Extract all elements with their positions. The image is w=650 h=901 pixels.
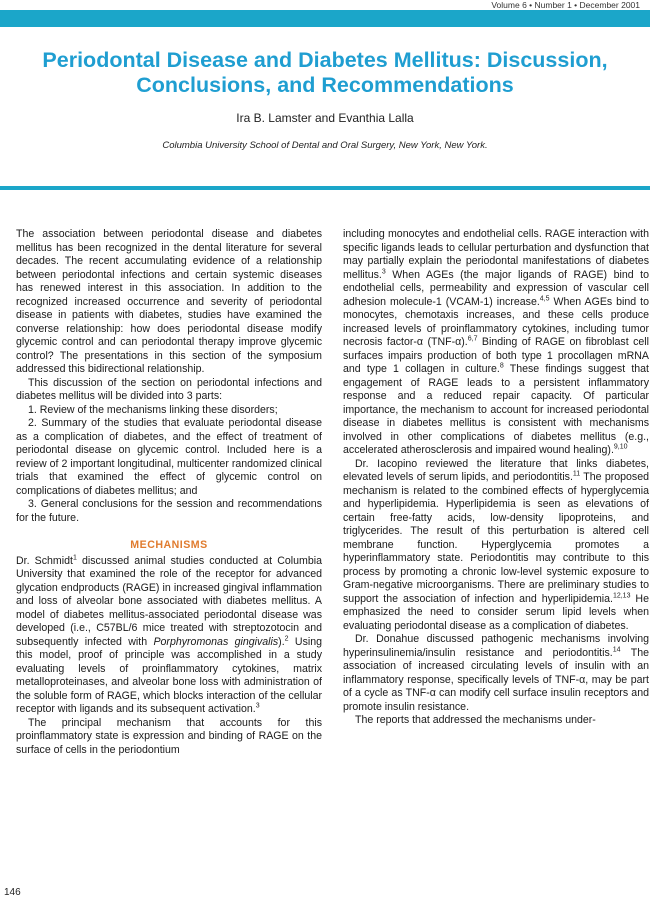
citation: 8 bbox=[499, 362, 504, 370]
text-run: including monocytes and endothelial cells. RAGE interaction with specific ligands leads to cellular perturbation and dysfunction that may partially explain the periodontal manifestations of diabetes mellitus. bbox=[343, 228, 649, 281]
article-title bbox=[0, 48, 650, 98]
issue-info: Volume 6 • Number 1 • December 2001 bbox=[491, 0, 640, 10]
donahue-paragraph bbox=[343, 633, 649, 714]
text-run: When AGEs (the major ligands of RAGE) bind to endothelial cells, permeability and expression of vascular cell adhesion molecule-1 (VCAM-1) increase. bbox=[343, 268, 649, 308]
outline-item-1: 1. Review of the mechanisms linking these disorders; bbox=[28, 403, 278, 416]
citation: 3 bbox=[255, 702, 260, 710]
article-title-line-1: Periodontal Disease and Diabetes Mellitus: Discussion, bbox=[42, 48, 608, 72]
mechanism-paragraph: The principal mechanism that accounts for this proinflammatory state is expression and binding of RAGE on the surface of cells in the periodontium bbox=[16, 716, 322, 756]
outline-item-3: 3. General conclusions for the session and recommendations for the future. bbox=[16, 498, 322, 524]
left-column bbox=[16, 228, 322, 757]
outline-item-2: 2. Summary of the studies that evaluate periodontal disease as a complication of diabetes, and the effect of treatment of periodontal disease on glycemic control. Included here is a review of 2 important longitudinal, multicenter randomized clinical trials that examined the effect of glycemic control on complications of diabetes mellitus; and bbox=[16, 417, 322, 497]
species-name: Porphyromonas gingivalis bbox=[153, 635, 279, 648]
section-heading-mechanisms: MECHANISMS bbox=[130, 539, 208, 551]
header-divider bbox=[0, 186, 650, 190]
text-run: Using this model, proof of principle was accomplished in a study evaluating levels of proinflammatory cytokines, matrix metalloproteinases, and alveolar bone loss with administration of the soluble form of RAGE, which blocks interaction of the cellular receptor with ligands and its subsequent activation. bbox=[16, 635, 323, 715]
affiliation: Columbia University School of Dental and Oral Surgery, New York, New York. bbox=[162, 140, 488, 151]
schmidt-paragraph bbox=[16, 555, 322, 717]
citation: 11 bbox=[572, 470, 581, 478]
page-number: 146 bbox=[4, 887, 21, 898]
citation: 6,7 bbox=[467, 335, 478, 343]
citation: 2 bbox=[284, 634, 289, 642]
citation: 12,13 bbox=[612, 591, 631, 599]
citation: 14 bbox=[612, 645, 621, 653]
citation: 9,10 bbox=[613, 443, 628, 451]
text-run: ). bbox=[278, 635, 285, 648]
closing-paragraph: The reports that addressed the mechanisms under- bbox=[355, 714, 596, 726]
rage-paragraph bbox=[343, 228, 649, 458]
text-run: Dr. Schmidt bbox=[16, 554, 73, 567]
citation: 4,5 bbox=[539, 294, 550, 302]
intro-paragraph: The association between periodontal disease and diabetes mellitus has been recognized in the dental literature for several decades. The recent accumulating evidence of a relationship between periodontal infections and certain systemic diseases has renewed interest in this association. In addition to the recognized increased occurrence and severity of periodontal disease in patients with diabetes, studies have examined the converse relationship: how does periodontal disease modify glycemic control and can periodontal therapy improve glycemic control? The presentations in this section of the symposium addressed this bidirectional relationship. bbox=[16, 228, 322, 375]
authors: Ira B. Lamster and Evanthia Lalla bbox=[236, 111, 414, 125]
citation: 1 bbox=[72, 553, 77, 561]
text-run: The proposed mechanism is related to the combined effects of hyperglycemia and hyperlipidemia. Hyperlipidemia is seen as elevations of certain free-fatty acids, low-density lipoproteins, and triglycerides. The result of this perturbation is altered cell membrane function. Hyperglycemia promotes a hyperinflammatory state. Periodontitis may contribute to this process by promoting a chronic low-level systemic exposure to Gram-negative microorganisms. There are preliminary studies to support the association of infection and hyperlipidemia. bbox=[343, 471, 650, 605]
iacopino-paragraph bbox=[343, 458, 649, 634]
text-run: Dr. Donahue discussed pathogenic mechanisms involving hyperinsulinemia/insulin resistance and periodontitis. bbox=[343, 633, 649, 659]
header-bar bbox=[0, 10, 650, 27]
text-run: These findings suggest that engagement of RAGE leads to a persistent inflammatory response and a reduced repair capacity. Of particular importance, the mechanism to account for increased periodontal disease in diabetes mellitus is consistent with mechanisms involved in other complications of diabetes mellitus (e.g., accelerated atherosclerosis and impaired wound healing). bbox=[343, 363, 649, 456]
text-run: He emphasized the need to consider serum lipid levels when evaluating periodontal disease as a complication of diabetes. bbox=[343, 592, 649, 632]
text-run: Dr. Iacopino reviewed the literature that links diabetes, elevated levels of serum lipids, and periodontitis. bbox=[343, 457, 649, 483]
text-run: Binding of RAGE on fibroblast cell surfaces impairs production of both type 1 procollagen mRNA and type 1 collagen in culture. bbox=[343, 336, 649, 375]
citation: 3 bbox=[381, 267, 386, 275]
text-run: The association of increased circulating levels of insulin with an inflammatory response, specifically levels of TNF-α, may be part of a cycle as TNF-α can modify cell surface insulin receptors and promote insulin resistance. bbox=[343, 646, 649, 713]
outline-paragraph: This discussion of the section on periodontal infections and diabetes mellitus will be divided into 3 parts: bbox=[16, 376, 322, 402]
article-title-line-2: Conclusions, and Recommendations bbox=[136, 73, 514, 97]
text-run: When AGEs bind to monocytes, chemotaxis increases, and these cells produce increased levels of proinflammatory cytokines, including tumor necrosis factor-α (TNF-α). bbox=[343, 295, 649, 348]
text-run: discussed animal studies conducted at Columbia University that examined the role of the receptor for advanced glycation endproducts (RAGE) in increased gingival inflammation and loss of alveolar bone associated with diabetes mellitus. A model of diabetes mellitus-associated periodontal disease was developed (i.e., C57BL/6 mice treated with streptozotocin and subsequently infected with bbox=[16, 554, 323, 648]
right-column bbox=[343, 228, 649, 728]
